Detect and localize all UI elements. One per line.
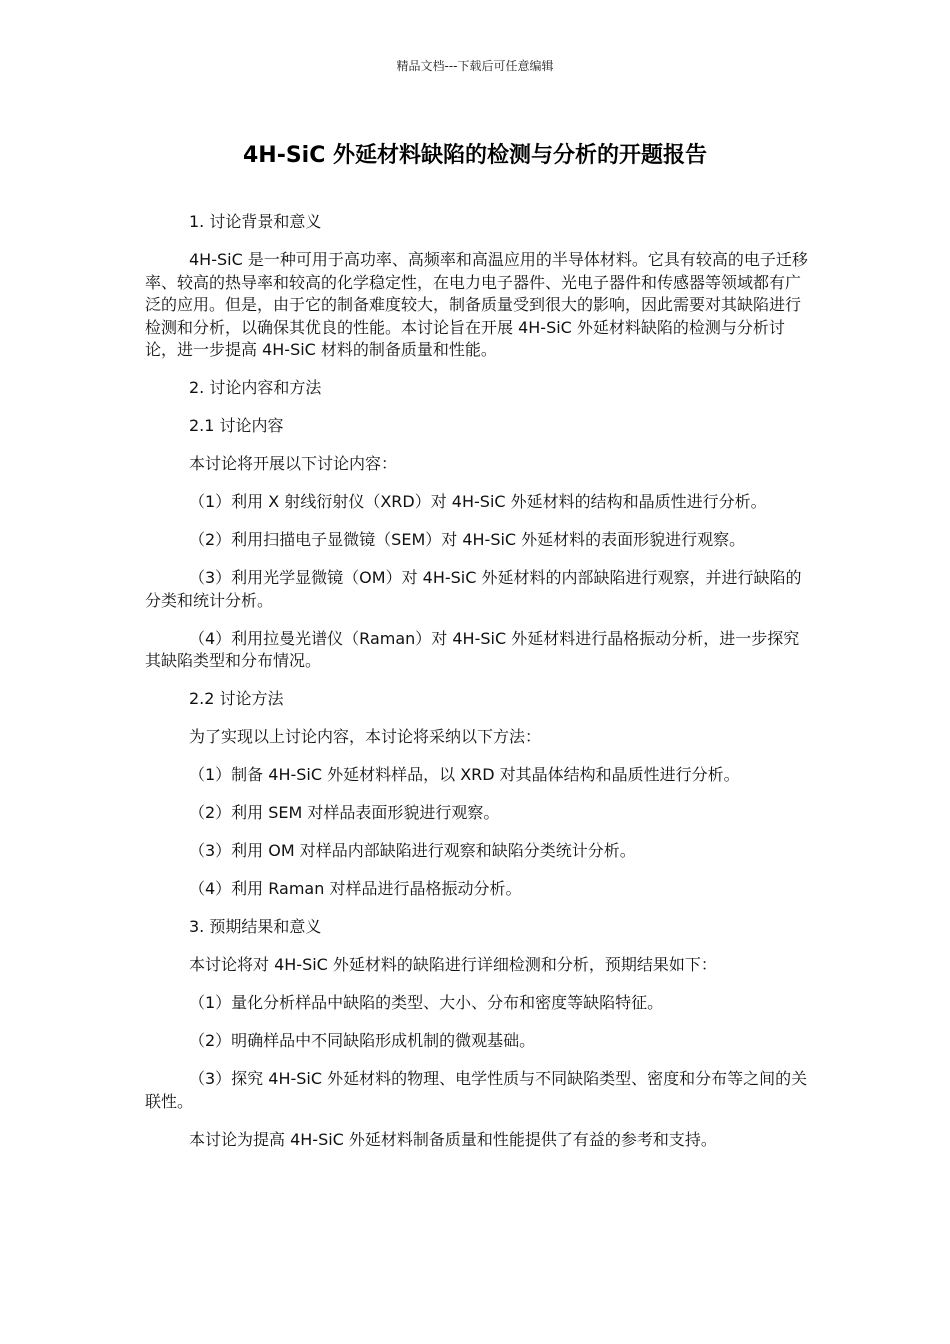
background-paragraph: 4H-SiC 是一种可用于高功率、高频率和高温应用的半导体材料。它具有较高的电子迁移率、较高的热导率和较高的化学稳定性，在电力电子器件、光电子器件和传感器等领域都有广泛的应用。但是，由于它的制备难度较大，制备质量受到很大的影响，因此需要对其缺陷进行检测和分析，以确保其优良的性能。本讨论旨在开展 4H-SiC 外延材料缺陷的检测与分析讨论，进一步提高 4H-SiC 材料的制备质量和性能。 [145,250,808,359]
section-heading-3: 3. 预期结果和意义 [189,917,322,936]
result-item-1: （1）量化分析样品中缺陷的类型、大小、分布和密度等缺陷特征。 [189,993,664,1012]
conclusion-paragraph: 本讨论为提高 4H-SiC 外延材料制备质量和性能提供了有益的参考和支持。 [189,1129,717,1149]
page-header: 精品文档---下载后可任意编辑 [396,59,554,73]
results-intro: 本讨论将对 4H-SiC 外延材料的缺陷进行详细检测和分析，预期结果如下： [189,955,717,974]
content-item-1: （1）利用 X 射线衍射仪（XRD）对 4H-SiC 外延材料的结构和晶质性进行分析。 [189,492,767,511]
document-body [145,211,810,1167]
method-item-2: （2）利用 SEM 对样品表面形貌进行观察。 [189,803,500,822]
method-item-3: （3）利用 OM 对样品内部缺陷进行观察和缺陷分类统计分析。 [189,841,636,860]
method-intro: 为了实现以上讨论内容，本讨论将采纳以下方法： [189,727,542,746]
section-heading-2: 2. 讨论内容和方法 [189,378,322,397]
content-item-3: （3）利用光学显微镜（OM）对 4H-SiC 外延材料的内部缺陷进行观察，并进行缺陷的分类和统计分析。 [145,568,802,610]
result-item-2: （2）明确样品中不同缺陷形成机制的微观基础。 [189,1031,536,1050]
section-heading-1: 1. 讨论背景和意义 [189,212,322,231]
content-item-2: （2）利用扫描电子显微镜（SEM）对 4H-SiC 外延材料的表面形貌进行观察。 [189,530,746,549]
subsection-heading-2-1: 2.1 讨论内容 [189,416,284,435]
subsection-heading-2-2: 2.2 讨论方法 [189,689,284,708]
content-item-4: （4）利用拉曼光谱仪（Raman）对 4H-SiC 外延材料进行晶格振动分析，进一步探究其缺陷类型和分布情况。 [145,628,800,670]
result-item-3: （3）探究 4H-SiC 外延材料的物理、电学性质与不同缺陷类型、密度和分布等之间的关联性。 [145,1069,808,1111]
document-title: 4H-SiC 外延材料缺陷的检测与分析的开题报告 [242,143,708,168]
method-item-4: （4）利用 Raman 对样品进行晶格振动分析。 [189,879,522,898]
content-intro: 本讨论将开展以下讨论内容： [189,454,398,473]
method-item-1: （1）制备 4H-SiC 外延材料样品，以 XRD 对其晶体结构和晶质性进行分析。 [189,765,740,784]
